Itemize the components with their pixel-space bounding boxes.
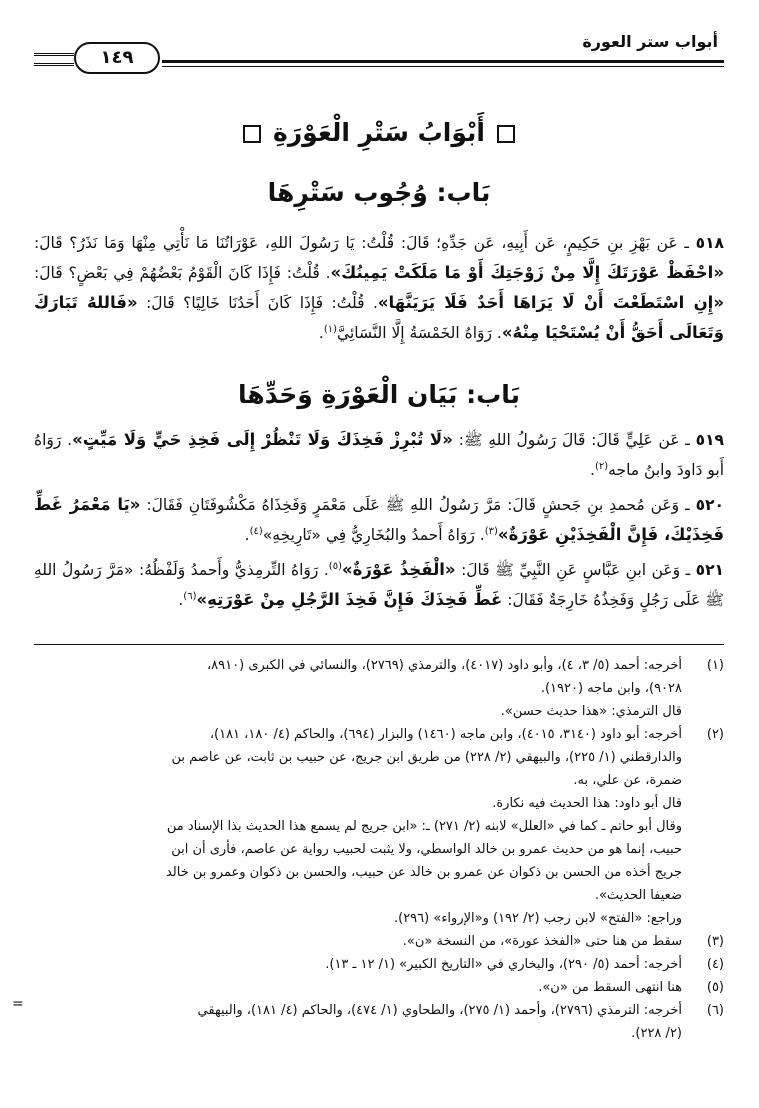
footnote-line: حبيب، إنما هو من حديث عمرو بن خالد الواسطي، ولا يثبت لحبيب رواية عن عاصم، فأرى أن ابن: [171, 842, 682, 857]
page-number: ١٤٩: [74, 42, 160, 74]
footnote-3: [34, 930, 724, 953]
square-ornament-icon: [243, 125, 261, 143]
footnote-line: ٩٠٢٨)، وابن ماجه (١٩٢٠).: [540, 681, 682, 696]
hadith-519: ٥١٩ ـ عَن عَلِيٍّ قَالَ: قَالَ رَسُولُ اللهِ ﷺ: «لَا تُبْرِزْ فَخِذَكَ وَلَا تَنْظُرْ إِلَى فَخِذِ حَيٍّ وَلَا مَيِّتٍ». رَوَاهُ أَبو دَاودَ وابنُ ماجه$^{(٢)}$.: [34, 430, 724, 479]
hadith-521: ٥٢١ ـ وَعَن ابنِ عَبَّاسٍ عَنِ النَّبِيِّ ﷺ قَالَ: «الْفَخِذُ عَوْرَةٌ»$^{(٥)}$. رَوَاهُ التِّرمِذيُّ وأَحمدُ وَلَفْظُهُ: «مَرَّ رَسُولُ اللهِ ﷺ عَلَى رَجُلٍ وَفَخِذُهُ خَارِجَةٌ فَقَالَ: غَطِّ فَخِذَكَ فَإِنَّ فَخِذَ الرَّجُلِ مِنْ عَوْرَتِهِ»$^{(٦)}$.: [34, 560, 724, 609]
footnote-number: (٦): [706, 1003, 724, 1018]
hadith-520: ٥٢٠ ـ وَعَن مُحمدِ بنِ جَحشٍ قَالَ: مَرَّ رَسُولُ اللهِ ﷺ عَلَى مَعْمَرٍ وَفَخِذَاهُ مَكْشُوفَتَانِ فَقَالَ: «يَا مَعْمَرُ غَطِّ فَخِذَيْكَ، فَإِنَّ الْفَخِذَيْنِ عَوْرَةٌ»$^{(٣)}$. رَوَاهُ أَحمدُ والبُخَارِيُّ فِي «تَارِيخِهِ»$^{(٤)}$.: [34, 495, 724, 544]
footnote-reference[interactable]: (١): [323, 323, 338, 335]
footnote-line: جريج أخذه من الحسن بن ذكوان عن عمرو بن خالد عن حبيب، والحسن بن ذكوان وعمرو بن خالد: [165, 865, 682, 880]
hadith-text: . قُلْتُ: فَإِذَا كَانَ أَحَدُنَا خَالِيًا؟ قَالَ:: [137, 294, 378, 312]
left-rule-top: [34, 53, 74, 56]
hadith-text: . رَوَاهُ أَبو دَاودَ وابنُ ماجه: [34, 431, 724, 479]
footnote-line: أخرجه: الترمذي (٢٧٩٦)، وأحمد (١/ ٢٧٥)، والطحاوي (١/ ٤٧٤)، والحاكم (٤/ ١٨١)، والبيهقي: [197, 1003, 682, 1018]
footnote-number: (٥): [706, 980, 724, 995]
main-title: [34, 118, 724, 147]
running-title: أبواب ستر العورة: [582, 32, 718, 51]
footnote-line: أخرجه: أبو داود (٣١٤٠، ٤٠١٥)، وابن ماجه (١٤٦٠) والبزار (٦٩٤)، والحاكم (٤/ ١٨٠، ١٨١)،: [209, 727, 682, 742]
footnote-line: أخرجه: أحمد (٥/ ٢٩٠)، والبخاري في «التاريخ الكبير» (١/ ١٢ ـ ١٣).: [325, 957, 682, 972]
hadith-number: ٥١٨: [695, 234, 724, 252]
footnote-line: قال الترمذي: «هذا حديث حسن».: [500, 704, 682, 719]
document-page: [12, 30, 724, 1090]
footnote-reference[interactable]: (٥): [328, 560, 342, 572]
hadith-number: ٥٢٠: [695, 496, 724, 514]
footnote-line: وراجع: «الفتح» لابن رجب (٢/ ١٩٢) و«الإرواء» (٢٩٦).: [393, 911, 682, 926]
footnote-number: (٣): [706, 934, 724, 949]
footnote-reference[interactable]: (٢): [594, 460, 609, 472]
footnote-line: ضمرة، عن علي، به.: [573, 773, 682, 788]
hadith-quote: «إِنِ اسْتَطَعْتَ أَنْ لَا يَرَاهَا أَحَدٌ فَلَا يَرَيَنَّهَا»: [377, 293, 724, 312]
hadith-text: . رَوَاهُ الخَمْسَةُ إِلَّا النَّسَائِيَّ: [337, 324, 502, 342]
footnote-line: أخرجه: أحمد (٥/ ٣، ٤)، وأبو داود (٤٠١٧)، والترمذي (٢٧٦٩)، والنسائي في الكبرى (٨٩١٠،: [206, 658, 682, 673]
hadith-text: . قُلْتُ: فَإِذَا كَانَ الْقَوْمُ بَعْضُهُمْ فِي بَعْضٍ؟ قَالَ:: [34, 264, 331, 282]
hadith-quote: «يَا مَعْمَرُ غَطِّ فَخِذَيْكَ، فَإِنَّ الْفَخِذَيْنِ عَوْرَةٌ»: [34, 495, 724, 544]
hadith-text: ـ عَن بَهْزِ بنِ حَكِيمٍ، عَن أَبِيهِ، عَن جَدِّهِ؛ قَالَ: قُلْتُ: يَا رَسُولَ اللهِ، عَوْرَاتُنَا مَا نَأْتِي مِنْهَا وَمَا نَذَرُ؟ قَالَ:: [34, 234, 689, 252]
footnote-4: [34, 953, 724, 976]
hadith-text: ـ عَن عَلِيٍّ قَالَ: قَالَ رَسُولُ اللهِ ﷺ:: [452, 431, 690, 449]
footnote-line: ضعيفا الحديث».: [594, 888, 682, 903]
footnote-number: (٤): [706, 957, 724, 972]
footnote-number: (٢): [706, 727, 724, 742]
footnote-separator: [34, 644, 724, 645]
footnote-line: هنا انتهى السقط من «ن».: [538, 980, 682, 995]
footnote-line: (٢/ ٢٢٨).: [631, 1026, 682, 1041]
hadith-number: ٥٢١: [695, 561, 724, 579]
running-header: [34, 30, 724, 72]
hadith-text: . رَوَاهُ التِّرمِذيُّ وأَحمدُ وَلَفْظُهُ: «مَرَّ رَسُولُ اللهِ ﷺ عَلَى رَجُلٍ وَفَخِذُهُ خَارِجَةٌ فَقَالَ:: [34, 561, 724, 609]
chapter-title: بَاب: وُجُوب سَتْرِهَا: [267, 178, 491, 207]
hadith-quote: غَطِّ فَخِذَكَ فَإِنَّ فَخِذَ الرَّجُلِ مِنْ عَوْرَتِهِ»: [196, 590, 503, 609]
footnote-number: (١): [706, 658, 724, 673]
footnote-5: [34, 976, 724, 999]
hadith-text: ـ وَعَن ابنِ عَبَّاسٍ عَنِ النَّبِيِّ ﷺ قَالَ:: [455, 561, 691, 579]
left-rule-bottom: [34, 63, 74, 66]
footnote-1: [34, 654, 724, 723]
footnote-reference[interactable]: (٤): [249, 525, 263, 537]
footnote-line: وقال أبو حاتم ـ كما في «العلل» لابنه (٢/ ٢٧١) ـ: «ابن جريج لم يسمع هذا الحديث بذا الإسناد من: [166, 819, 682, 834]
hadith-quote: «الْفَخِذُ عَوْرَةٌ»: [341, 560, 456, 579]
square-ornament-icon: [497, 125, 515, 143]
footnote-2: [34, 723, 724, 930]
main-title-text: أَبْوَابُ سَتْرِ الْعَوْرَةِ: [273, 118, 485, 147]
continuation-mark: =: [12, 996, 24, 1012]
hadith-518: ٥١٨ ـ عَن بَهْزِ بنِ حَكِيمٍ، عَن أَبِيهِ، عَن جَدِّهِ؛ قَالَ: قُلْتُ: يَا رَسُولَ اللهِ، عَوْرَاتُنَا مَا نَأْتِي مِنْهَا وَمَا نَذَرُ؟ قَالَ: «احْفَظْ عَوْرَتَكَ إِلَّا مِنْ زَوْجَتِكَ أَوْ مَا مَلَكَتْ يَمِينُكَ». قُلْتُ: فَإِذَا كَانَ الْقَوْمُ بَعْضُهُمْ فِي بَعْضٍ؟ قَالَ: «إِنِ اسْتَطَعْتَ أَنْ لَا يَرَاهَا أَحَدٌ فَلَا يَرَيَنَّهَا». قُلْتُ: فَإِذَا كَانَ أَحَدُنَا خَالِيًا؟ قَالَ: «فَاللهُ تَبَارَكَ وَتَعَالَى أَحَقُّ أَنْ يُسْتَحْيَا مِنْهُ». رَوَاهُ الخَمْسَةُ إِلَّا النَّسَائِيَّ$^{(١)}$.: [34, 234, 724, 342]
hadith-text: . رَوَاهُ أَحمدُ والبُخَارِيُّ فِي «تَارِيخِهِ»: [262, 526, 485, 544]
hadith-quote: «لَا تُبْرِزْ فَخِذَكَ وَلَا تَنْظُرْ إِلَى فَخِذِ حَيٍّ وَلَا مَيِّتٍ»: [72, 430, 453, 449]
footnote-reference[interactable]: (٣): [484, 525, 498, 537]
footnote-line: قال أبو داود: هذا الحديث فيه نكارة.: [492, 796, 682, 811]
footnote-6: [34, 999, 724, 1045]
hadith-quote: «فَاللهُ تَبَارَكَ وَتَعَالَى أَحَقُّ أَنْ يُسْتَحْيَا مِنْهُ»: [34, 293, 724, 342]
hadith-number: ٥١٩: [695, 431, 724, 449]
chapter-title: بَاب: بَيَان الْعَوْرَةِ وَحَدِّهَا: [238, 380, 520, 409]
header-rule-thin: [162, 66, 724, 67]
footnotes: [34, 654, 724, 1045]
hadith-quote: «احْفَظْ عَوْرَتَكَ إِلَّا مِنْ زَوْجَتِكَ أَوْ مَا مَلَكَتْ يَمِينُكَ»: [330, 263, 724, 282]
footnote-line: والدارقطني (١/ ٢٢٥)، والبيهقي (٢/ ٢٢٨) من طريق ابن جريج، عن حبيب بن ثابت، عن عاصم بن: [171, 750, 682, 765]
header-rule-thick: [162, 60, 724, 63]
hadith-text: ـ وَعَن مُحمدِ بنِ جَحشٍ قَالَ: مَرَّ رَسُولُ اللهِ ﷺ عَلَى مَعْمَرٍ وَفَخِذَاهُ مَكْشُوفَتَانِ فَقَالَ:: [140, 496, 690, 514]
footnote-line: سقط من هنا حتى «الفخذ عورة»، من النسخة «ن».: [402, 934, 682, 949]
footnote-reference[interactable]: (٦): [183, 590, 197, 602]
